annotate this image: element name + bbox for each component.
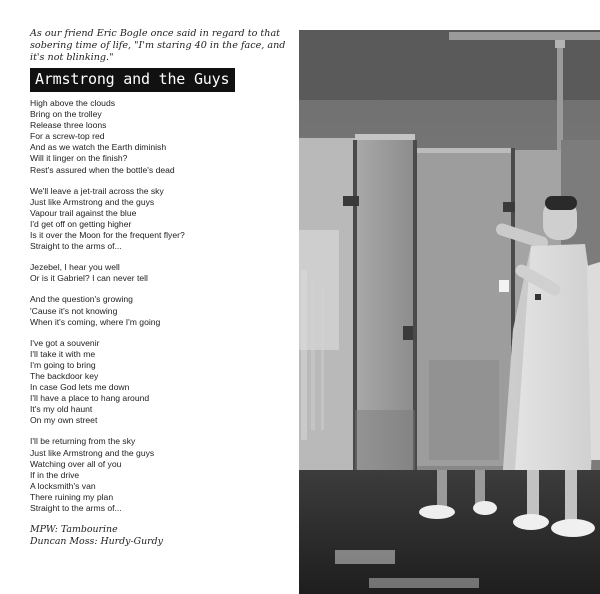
epigraph-line: As our friend Eric Bogle once said in regard to that (30, 28, 281, 39)
lyric-line: In case God lets me down (30, 382, 130, 393)
stanza (30, 294, 292, 327)
lyric-line: The backdoor key (30, 370, 99, 381)
epigraph-line: it's not blinking." (30, 52, 114, 63)
epigraph (30, 28, 292, 64)
lyric-line: I'd get off on getting higher (30, 218, 132, 229)
credit-line: Duncan Moss: Hurdy-Gurdy (30, 536, 163, 548)
restroom-photo (299, 30, 600, 594)
lyric-line: I'm going to bring (30, 359, 96, 370)
lyric-line: Bring on the trolley (30, 109, 102, 120)
stanza (30, 98, 292, 176)
lyric-line: If in the drive (30, 469, 80, 480)
stanza (30, 436, 292, 514)
lyric-line: Just like Armstrong and the guys (30, 196, 155, 207)
lyric-line: And as we watch the Earth diminish (30, 142, 167, 153)
lyric-line: There ruining my plan (30, 491, 114, 502)
lyric-line: On my own street (30, 415, 98, 426)
lyric-line: A locksmith's van (30, 480, 96, 491)
lyric-line: We'll leave a jet-trail across the sky (30, 185, 164, 196)
lyric-line: Will it linger on the finish? (30, 153, 128, 164)
stanza (30, 262, 292, 284)
lyric-line: It's my old haunt (30, 404, 93, 415)
lyric-line: Release three loons (30, 120, 107, 131)
lyric-line: Vapour trail against the blue (30, 207, 137, 218)
lyric-line: Watching over all of you (30, 458, 122, 469)
lyric-line: Just like Armstrong and the guys (30, 447, 155, 458)
stanza (30, 186, 292, 253)
lyric-line: I'll have a place to hang around (30, 393, 150, 404)
lyric-line: And the question's growing (30, 294, 133, 305)
lyric-line: 'Cause it's not knowing (30, 305, 118, 316)
lyric-line: Rest's assured when the bottle's dead (30, 164, 175, 175)
epigraph-line: sobering time of life, "I'm staring 40 in the face, and (30, 40, 286, 51)
stanza (30, 338, 292, 427)
photo-illustration (299, 30, 600, 594)
lyric-line: I'll take it with me (30, 348, 96, 359)
lyric-line: For a screw-top red (30, 131, 105, 142)
lyrics (30, 98, 292, 514)
lyric-line: Is it over the Moon for the frequent flyer? (30, 230, 185, 241)
credits (30, 524, 292, 548)
song-title-banner (30, 68, 235, 92)
song-title: Armstrong and the Guys (35, 70, 230, 88)
lyric-line: I've got a souvenir (30, 337, 100, 348)
lyric-line: Jezebel, I hear you well (30, 262, 120, 273)
lyrics-column (30, 28, 292, 548)
lyric-line: When it's coming, where I'm going (30, 316, 161, 327)
lyric-line: Straight to the arms of... (30, 241, 122, 252)
lyric-line: Straight to the arms of... (30, 503, 122, 513)
credit-line: MPW: Tambourine (30, 524, 118, 536)
lyric-line: High above the clouds (30, 98, 116, 108)
lyric-line: I'll be returning from the sky (30, 436, 136, 447)
lyric-line: Or is it Gabriel? I can never tell (30, 273, 148, 284)
